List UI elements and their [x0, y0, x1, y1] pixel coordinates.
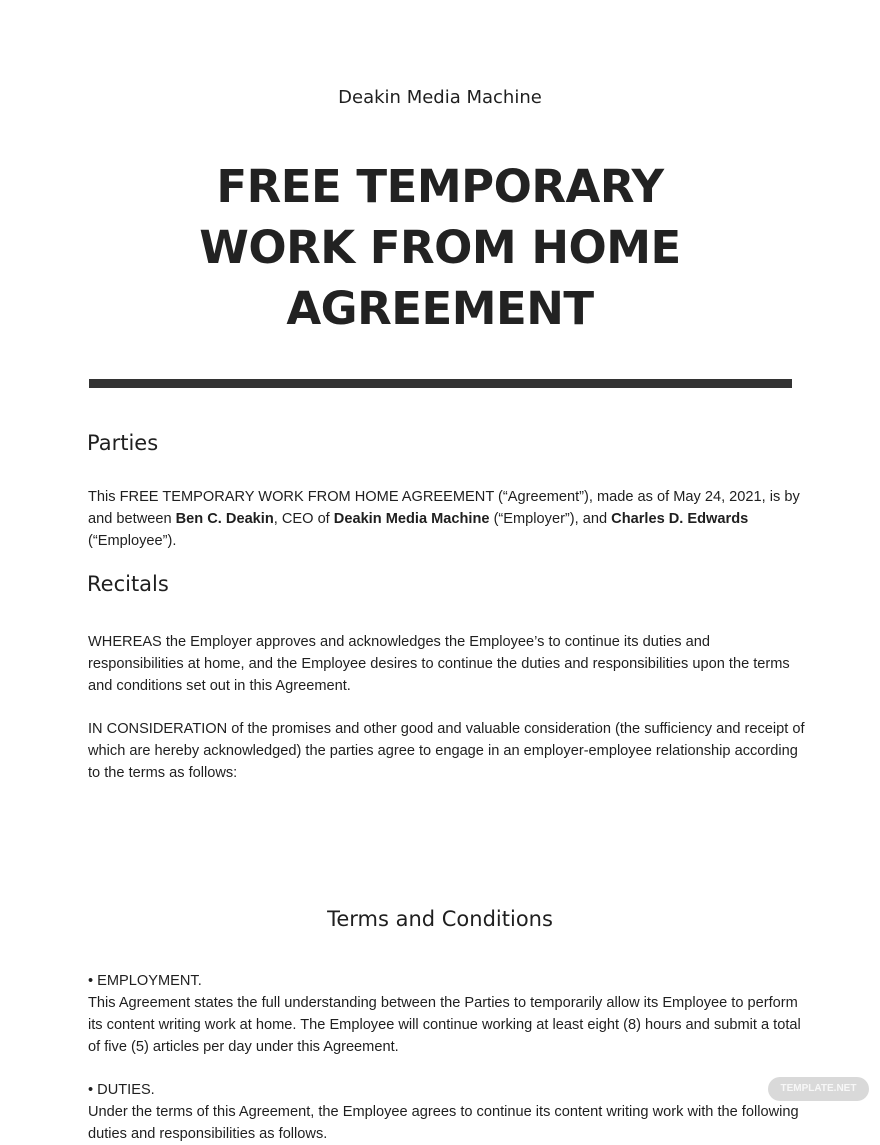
term-label: • EMPLOYMENT. [88, 973, 202, 989]
employer-name: Ben C. Deakin [175, 511, 274, 527]
terms-heading: Terms and Conditions [327, 907, 553, 931]
recitals-heading: Recitals [87, 572, 169, 596]
parties-heading: Parties [87, 431, 159, 455]
term-item [88, 970, 808, 1058]
watermark-badge: TEMPLATE.NET [768, 1077, 869, 1101]
text: (“Employee”). [88, 533, 177, 549]
title-line: AGREEMENT [286, 282, 594, 335]
title-line: WORK FROM HOME [199, 221, 681, 274]
term-text: Under the terms of this Agreement, the Employee agrees to continue its content writing work with the following duties and responsibilities as follows. [88, 1104, 799, 1142]
document-title [0, 156, 880, 339]
company-name-inline: Deakin Media Machine [333, 511, 490, 527]
term-item [88, 1079, 808, 1145]
text: (“Employer”), and [489, 511, 612, 527]
term-label: • DUTIES. [88, 1082, 155, 1098]
recitals-paragraph: IN CONSIDERATION of the promises and other good and valuable consideration (the sufficiency and receipt of which are hereby acknowledged) the parties agree to engage in an employer-employee relationship according to the terms as follows: [88, 721, 805, 781]
divider [89, 379, 792, 388]
parties-paragraph [88, 486, 808, 552]
company-name: Deakin Media Machine [338, 87, 542, 108]
text: , CEO of [273, 511, 334, 527]
recitals-paragraph: WHEREAS the Employer approves and acknowledges the Employee’s to continue its duties and responsibilities at home, and the Employee desires to continue the duties and responsibilities upon the terms and conditions set out in this Agreement. [88, 634, 790, 694]
term-text: This Agreement states the full understanding between the Parties to temporarily allow its Employee to perform its content writing work at home. The Employee will continue working at least eight (8) hours and submit a total of five (5) articles per day under this Agreement. [88, 995, 801, 1055]
title-line: FREE TEMPORARY [216, 160, 664, 213]
text: This FREE TEMPORARY WORK FROM HOME AGREEMENT (“Agreement”), made as of May 24, 2021, is by and between [88, 489, 800, 527]
employee-name: Charles D. Edwards [611, 511, 749, 527]
